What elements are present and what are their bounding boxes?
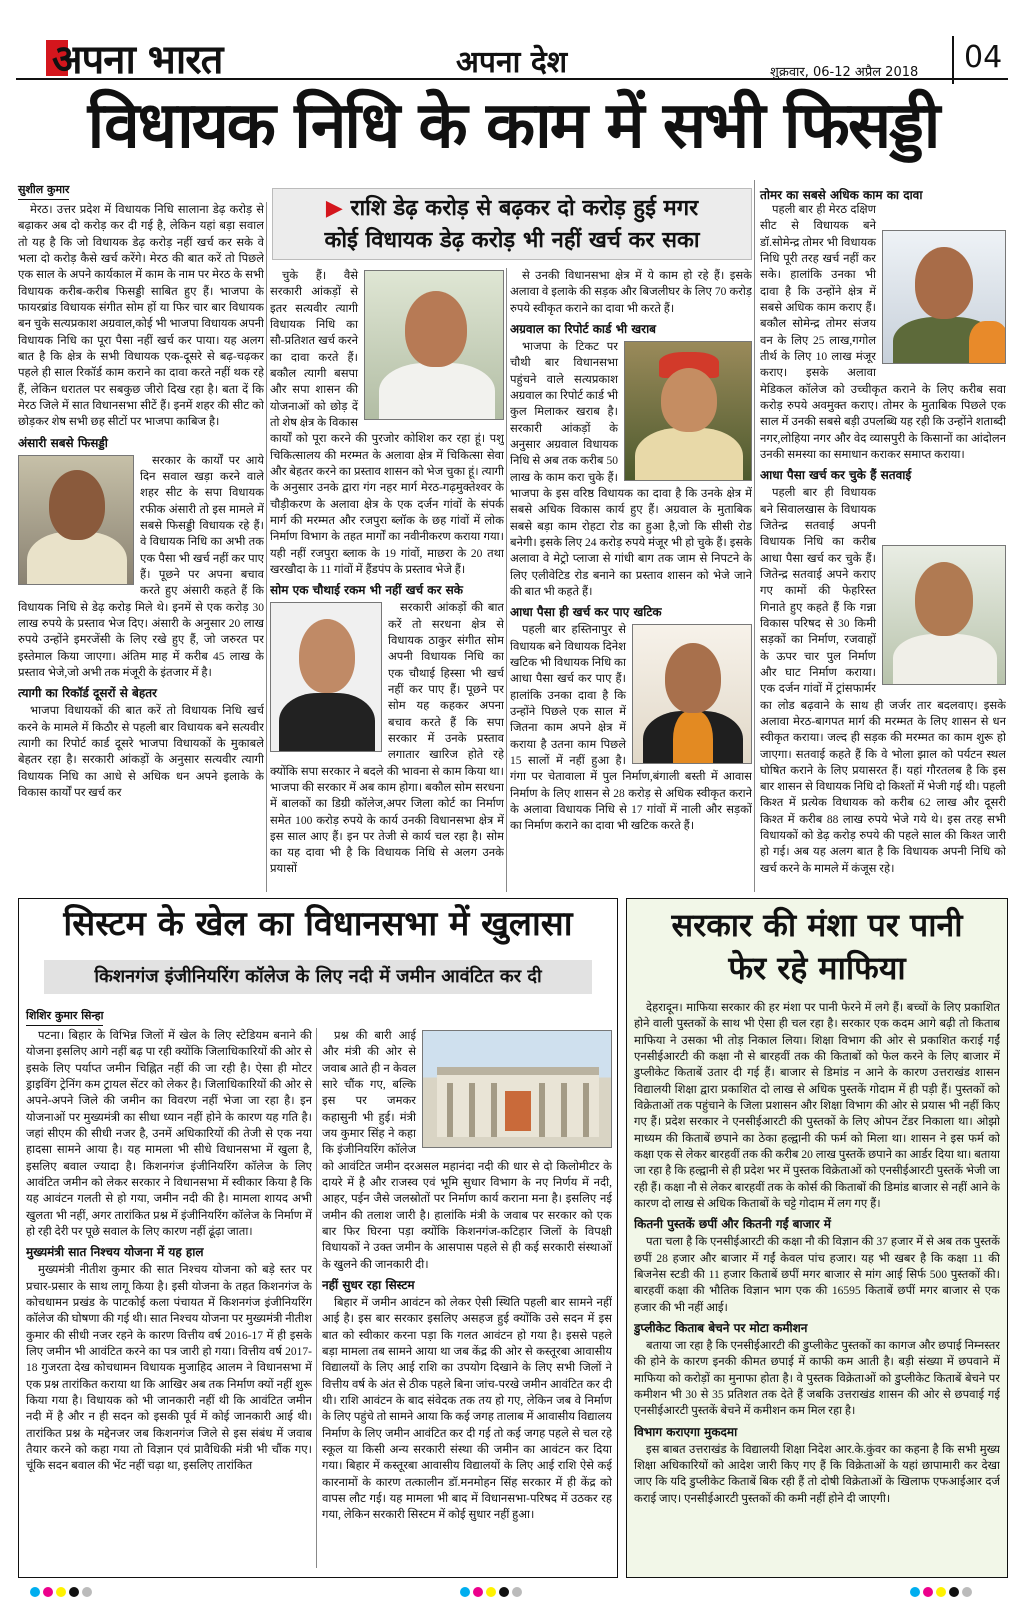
subheading: आधा पैसा ही खर्च कर पाए खटिक	[510, 605, 662, 620]
paragraph: पहली बार ही विधायक बने सिवालखास के विधायक जितेन्द्र सतवाई अपनी विधायक निधि का करीब आधा पैसा खर्च कर चुके हैं। जितेन्द्र सतवाई अपने कराए गए कामों की फेहरिस्त गिनाते हुए कहते हैं कि गन्ना विकास परिषद से 30 किमी सड़कों का निर्माण, रजवाहों के ऊपर चार पुल निर्माण और घाट निर्माण कराया। एक दर्जन गांवों में ट्रांसफार्मर का लोड बढ़वाने के साथ ही जर्जर तार बदलवाए। इसके अलावा मेरठ-बागपत मार्ग की मरम्मत के लिए शासन से धन स्वीकृत कराया। जल्द ही सड़क की मरम्मत का काम शुरू हो जाएगा। सतवाई कहते हैं कि वे भोला झाल को पर्यटन स्थल घोषित कराने के लिए प्रयासरत हैं। यहां गौरतलब है कि इस बार शासन से विधायक निधि दो किश्तों में भेजी गई थी। पहली किश्त में प्रत्येक विधायक को करीब 62 लाख और दूसरी किश्त में करीब 88 लाख रुपये भेजे गये थे। इस तरह सभी विधायकों को डेढ़ करोड़ रुपये की पहले साल की किश्त जारी हो गई। अब यह अलग बात है कि विधायक अपनी निधि को खर्च करने के मामले में कंजूस रहे।	[760, 487, 1006, 875]
paragraph: मुख्यमंत्री नीतीश कुमार की सात निश्चय योजना को बड़े स्तर पर प्रचार-प्रसार के साथ लागू किया है। इसी योजना के तहत किशनगंज के कोचधामन प्रखंड के पाटकोई कला पंचायत में किशनगंज इंजीनियरिंग कॉलेज की घोषणा की गई थी। सात निश्चय योजना पर मुख्यमंत्री नीतीश कुमार की सीधी नजर रहने के कारण वित्तीय वर्ष 2016-17 में ही इसके लिए जमीन भी आवंटित करने का पत्र जारी हो गया। वित्तीय वर्ष 2017-18 गुजरता देख कोचधामन विधायक मुजाहिद आलम ने विधानसभा में एक प्रश्न तारांकित कराया था कि आखिर अब तक निर्माण क्यों नहीं शुरू किया गया है। विधायक को भी जानकारी नहीं थी कि आवंटित जमीन नदी में है और न ही सदन को इसकी पूर्व में कोई जानकारी आई थी। तारांकित प्रश्न के मद्देनजर जब किशनगंज जिले से इस संबंध में जवाब तैयार करने को कहा गया तो विज्ञान एवं प्रावैधिकी मंत्री भी चौंक गए। चूंकि सदन बवाल की भेंट नहीं चढ़ा था, इसलिए तारांकित	[26, 1264, 312, 1473]
paragraph: पहली बार हस्तिनापुर से विधायक बने विधायक दिनेश खटिक भी विधायक निधि का आधा पैसा खर्च कर पाए हैं। हालांकि उनका दावा है कि उन्होंने पिछले एक साल में जितना काम अपने क्षेत्र में कराया है उतना काम पिछले 15 सालों में नहीं हुआ है। गंगा पर चेतावाला में पुल निर्माण,बंगाली बस्ती में आवास निर्माण के लिए शासन से 28 करोड़ से अधिक स्वीकृत कराने के अलावा विधायक निधि से 17 गांवों में नाली और सड़कों का निर्माण कराने का दावा भी खटिक करते हैं।	[510, 624, 752, 833]
article-column-3	[510, 268, 752, 892]
photo-satwai	[882, 545, 1006, 685]
deck-line-1-text: राशि डेढ़ करोड़ से बढ़कर दो करोड़ हुई मगर	[350, 196, 699, 221]
paragraph: बिहार में जमीन आवंटन को लेकर ऐसी स्थिति पहली बार सामने नहीं आई है। इस बार सरकार इसलिए असहज हुई क्योंकि उसे सदन में इस बात को स्वीकार करना पड़ा कि गलत आवंटन हो गया है। इससे पहले बड़ा मामला तब सामने आया था जब केंद्र की ओर से कस्तूरबा आवासीय विद्यालयों के लिए आई राशि का उपयोग दिखाने के लिए सभी जिलों ने वित्तीय वर्ष के अंत से ठीक पहले बिना जांच-परखे जमीन आवंटित कर दी थी। राशि आवंटन के बाद संवेदक तक तय हो गए, लेकिन जब वे निर्माण के लिए पहुंचे तो सामने आया कि कई जगह तालाब में आवासीय विद्यालय निर्माण के लिए जमीन आवंटित कर दी गई तो कई जगह पहले से चल रहे स्कूल या किसी अन्य सरकारी संस्था की जमीन का आवंटन कर दिया गया। बिहार में कस्तूरबा आवासीय विद्यालयों के लिए आई राशि ऐसे कई कारनामों के कारण तत्कालीन डॉ.मनमोहन सिंह सरकार में ही केंद्र को वापस लौट गई। यह मामला भी बाद में विधानसभा-परिषद में उठकर रह गया, लेकिन सरकारी सिस्टम में कोई सुधार नहीं हुआ।	[322, 1296, 612, 1522]
subheading: नहीं सुधर रहा सिस्टम	[322, 1277, 415, 1292]
column-rule	[754, 180, 755, 892]
paragraph: प्रश्न की बारी आई और मंत्री की ओर से जवाब आते ही न केवल सारे चौंक गए, बल्कि इस पर जमकर कहासुनी भी हुई। मंत्री जय कुमार सिंह ने कहा कि इंजीनियरिंग कॉलेज को आवंटित जमीन दरअसल महानंदा नदी की धार से दो किलोमीटर के दायरे में है और राजस्व एवं भूमि सुधार विभाग के नए निर्णय में नदी, आहर, पईन जैसे जलस्रोतों पर निर्माण कार्य कराना मना है। इसलिए नई जमीन की तलाश जारी है। हालांकि मंत्री के जवाब पर सरकार को एक बार फिर घिरना पड़ा क्योंकि किशनगंज-कटिहार जिलों के विपक्षी विधायकों ने उक्त जमीन के आसपास पहले से ही कई सरकारी संस्थाओं के खुलने की जानकारी दी।	[322, 1030, 612, 1271]
mafia-headline-line-1: सरकार की मंशा पर पानी	[671, 906, 963, 944]
color-registration-bar	[910, 1582, 975, 1596]
column-rule	[316, 1028, 317, 1568]
logo	[46, 30, 222, 85]
photo-ansari	[18, 455, 134, 585]
masthead	[16, 14, 1008, 83]
byline: सुशील कुमार	[18, 182, 69, 200]
color-registration-bar	[30, 1582, 95, 1596]
bihar-column-1	[26, 1028, 312, 1568]
page-number: 04	[952, 36, 1002, 84]
article-column-4	[760, 202, 1006, 892]
photo-tomar	[882, 230, 1006, 364]
bihar-column-2	[322, 1028, 612, 1568]
paragraph: इस बाबत उत्तराखंड के विद्यालयी शिक्षा निदेश आर.के.कुंवर का कहना है कि सभी मुख्य शिक्षा अधिकारियों को आदेश जारी किए गए हैं कि विक्रेताओं के यहां छापामारी कर देखा जाए कि यदि डुप्लीकेट किताबें बिक रही हैं तो दोषी विक्रेताओं के खिलाफ एफआईआर दर्ज कराई जाए। एनसीईआरटी पुस्तकों की कमी नहीं होने दी जाएगी।	[634, 1443, 1000, 1505]
deck-line-1	[273, 193, 751, 225]
issue-date: शुक्रवार, 06-12 अप्रैल 2018	[770, 65, 919, 80]
mafia-column	[634, 1000, 1000, 1568]
bihar-byline: शिशिर कुमार सिन्हा	[26, 1008, 103, 1026]
paragraph: पता चला है कि एनसीईआरटी की कक्षा नौ की विज्ञान की 37 हजार में से अब तक पुस्तकें छपीं 28 हजार और बाजार में गईं केवल पांच हजार। यह भी खबर है कि कक्षा 11 की बिजनेस स्टडी की 11 हजार किताबें छपीं मगर बाजार से मांग आई सिर्फ 500 पुस्तकों की। बारहवीं कक्षा की भौतिक विज्ञान भाग एक की 16595 किताबें छपीं मगर बाजार से एक हजार की भी नहीं आई।	[634, 1236, 1000, 1314]
paragraph: भाजपा विधायकों की बात करें तो विधायक निधि खर्च करने के मामले में किठौर से पहली बार विधायक बने सत्यवीर त्यागी का रिपोर्ट कार्ड दूसरे भाजपा विधायकों के मुकाबले बेहतर रहा है। सरकारी आंकड़ों के अनुसार सत्यवीर त्यागी विधायक निधि का आधे से अधिक धन अपने इलाके के विकास कार्यों पर खर्च कर	[18, 705, 264, 799]
column-rule	[266, 202, 267, 892]
mafia-headline-line-2: फेर रहे माफिया	[728, 949, 906, 988]
subheading: अंसारी सबसे फिसड्डी	[18, 435, 108, 450]
deck-box	[272, 188, 752, 260]
subheading: अग्रवाल का रिपोर्ट कार्ड भी खराब	[510, 321, 657, 336]
paragraph: सरकार के कार्यों पर आये दिन सवाल खड़ा करने वाले शहर सीट के सपा विधायक रफीक अंसारी तो इस मामले में सबसे फिसड्डी विधायक रहे हैं। वे विधायक निधि का अभी तक एक पैसा भी खर्च नहीं कर पाए हैं। पूछने पर अपना बचाव करते हुए अंसारी कहते हैं कि विधायक निधि से डेढ़ करोड़ मिले थे। इनमें से एक करोड़ 30 लाख रुपये के प्रस्ताव भेज दिए। अंसारी के अनुसार 20 लाख रुपये उन्होंने इमरजेंसी के लिए रखे हुए हैं, जो जरुरत पर इस्तेमाल किया जाएगा। अंतिम माह में करीब 45 लाख के प्रस्ताव भेजे,जो अभी तक मंजूरी के इंतजार में है।	[18, 454, 264, 679]
paragraph: बताया जा रहा है कि एनसीईआरटी की डुप्लीकेट पुस्तकों का कागज और छपाई निम्नस्तर की होने के कारण इनकी कीमत छपाई में काफी कम आती है। बड़ी संख्या में छपवाने में माफिया को करोड़ों का मुनाफा होता है। वे पुस्तक विक्रेताओं को डुप्लीकेट किताबें बेचने पर कमीशन भी 30 से 35 प्रतिशत तक देते हैं जबकि उत्तराखंड शासन की ओर से छपवाई गई एनसीईआरटी पुस्तकें बेचने में कमीशन कम मिल रहा है।	[634, 1339, 1000, 1418]
article-column-1	[18, 202, 264, 892]
triangle-icon: ▶	[325, 196, 351, 221]
paragraph: देहरादून। माफिया सरकार की हर मंशा पर पानी फेरने में लगे हैं। बच्चों के लिए प्रकाशित होने वाली पुस्तकों के साथ भी ऐसा ही चल रहा है। सरकार एक कदम आगे बढ़ी तो किताब माफिया ने उसका भी तोड़ निकाल लिया। शिक्षा विभाग की ओर से प्रकाशित कराई गईं एनसीईआरटी की कक्षा नौ से बारहवीं तक की किताबों को फेल करने के लिए बाजार में डुप्लीकेट किताबें उतार दी गई हैं। बाजार से डिमांड न आने के कारण उत्तराखंड शासन विद्यालयी शिक्षा द्वारा प्रकाशित दो लाख से अधिक पुस्तकें गोदाम में ही पड़ी हैं। पुस्तकों को विक्रेताओं तक पहुंचाने के जिला प्रशासन और शिक्षा विभाग की ओर से प्रयास भी नहीं किए गए हैं। प्रदेश सरकार ने एनसीईआरटी की पुस्तकों के लिए ओपन टेंडर निकाला था। ओझो माध्यम की किताबें छपाने का ठेका हल्द्वानी की फर्म को मिला था। शासन ने इस फर्म को कक्षा एक से लेकर बारहवीं तक की करीब 20 लाख पुस्तकें छपाने का आर्डर दिया था। बताया जा रहा है कि हल्द्वानी से ही प्रदेश भर में पुस्तक विक्रेताओं को एनसीईआरटी पुस्तकें भेजी जा रही हैं। कक्षा नौ से लेकर बारहवीं तक के कोर्स की किताबों की डिमांड बाजार से नहीं आने के कारण दो लाख से अधिक किताबों के चट्टे गोदाम में लग गए हैं।	[634, 1002, 1000, 1210]
subheading: डुप्लीकेट किताब बेचने पर मोटा कमीशन	[634, 1320, 808, 1335]
paragraph: से उनकी विधानसभा क्षेत्र में ये काम हो रहे हैं। इसके अलावा वे इलाके की सड़क और बिजलीघर के लिए 70 करोड़ रुपये स्वीकृत कराने का दावा भी करते हैं।	[510, 270, 752, 315]
paragraph: पहली बार ही मेरठ दक्षिण सीट से विधायक बने डॉ.सोमेन्द्र तोमर भी विधायक निधि पूरी तरह खर्च नहीं कर सके। हालांकि उनका भी दावा है कि उन्होंने क्षेत्र में सबसे अधिक काम कराए हैं। बकौल सोमेन्द्र तोमर संजय वन के लिए 25 लाख,गगोल तीर्थ के लिए 10 लाख मंजूर कराए। इसके अलावा मेडिकल कॉलेज को उच्चीकृत कराने के लिए करीब सवा करोड़ रुपये अवमुक्त कराए। तोमर के मुताबिक पिछले एक साल में उनकी सबसे बड़ी उपलब्धि यह रही कि उन्होंने शताब्दी नगर,लोहिया नगर और वेद व्यासपुरी के किसानों का आंदोलन उनकी समस्या का समाधान कराकर समाप्त कराया।	[760, 204, 1006, 461]
bihar-headline: सिस्टम के खेल का विधानसभा में खुलासा	[63, 904, 573, 944]
column-rule	[506, 268, 507, 892]
subheading: आधा पैसा खर्च कर चुके हैं सतवाई	[760, 468, 912, 483]
color-registration-bar	[460, 1582, 525, 1596]
paragraph: चुके हैं। वैसे सरकारी आंकड़ों से इतर सत्यवीर त्यागी विधायक निधि का सौ-प्रतिशत खर्च करने का दावा करते हैं। बकौल त्यागी बसपा और सपा शासन की योजनाओं को छोड़ दें तो शेष क्षेत्र के विकास कार्यों को पूरा करने की पुरजोर कोशिश कर रहा हूं। पशु चिकित्सालय की मरम्मत के अलावा क्षेत्र में चिकित्सा सेवा और बेहतर करने का प्रस्ताव शासन को भेज चुका हूं। त्यागी के अनुसार उनके द्वारा गंग नहर मार्ग मेरठ-गढ़मुक्तेश्वर के चौड़ीकरण के अलावा क्षेत्र के एक दर्जन गांवों के संपर्क मार्ग की मरम्मत और रजपुरा ब्लॉक के छह गांवों में लोक निर्माण विभाग के तहत मार्गों का नवीनीकरण कराया गया। यही नहीं रजपुरा ब्लाक के 19 गांवों, माछरा के 20 तथा खरखौदा के 11 गांवों में हैंडपंप के प्रस्ताव भेजे हैं।	[270, 270, 504, 576]
subheading: तोमर का सबसे अधिक काम का दावा	[760, 188, 923, 202]
deck-line-2: कोई विधायक डेढ़ करोड़ भी नहीं खर्च कर सका	[324, 227, 700, 253]
subheading: विभाग कराएगा मुकदमा	[634, 1424, 738, 1439]
mafia-headline	[632, 904, 1002, 990]
main-headline: विधायक निधि के काम में सभी फिसड्डी	[87, 89, 939, 163]
section-title: अपना देश	[456, 45, 568, 80]
paragraph: भाजपा के टिकट पर चौथी बार विधानसभा पहुंचने वाले सत्यप्रकाश अग्रवाल का रिपोर्ट कार्ड भी कुल मिलाकर खराब है। सरकारी आंकड़ों के अनुसार अग्रवाल विधायक निधि से अब तक करीब 50 लाख के काम करा चुके हैं। भाजपा के इस वरिष्ठ विधायक का दावा है कि उनके क्षेत्र में सबसे अधिक विकास कार्य हुए हैं। अग्रवाल के मुताबिक सबसे बड़ा काम रोहटा रोड का हुआ है,जो कि सीसी रोड बनेगी। इसके लिए 24 करोड़ रुपये मंजूर भी हो चुके हैं। इसके अलावा वे मेट्रो प्लाजा से गांधी बाग तक जाम से निपटने के लिए एलीवेटिड रोड बनाने का प्रस्ताव शासन को भेजे जाने की बात भी कहते हैं।	[510, 340, 752, 598]
subheading: मुख्यमंत्री सात निश्चय योजना में यह हाल	[26, 1245, 204, 1260]
subheading: त्यागी का रिकॉर्ड दूसरों से बेहतर	[18, 686, 157, 701]
article-column-2	[270, 268, 504, 892]
photo-assembly-building	[422, 1030, 612, 1148]
subheading: कितनी पुस्तकें छपीं और कितनी गईं बाजार में	[634, 1217, 831, 1232]
paragraph: मेरठ। उत्तर प्रदेश में विधायक निधि सालाना डेढ़ करोड़ से बढ़ाकर अब दो करोड़ कर दी गई है, लेकिन यहां बड़ा सवाल तो यह है कि जो विधायक डेढ़ करोड़ नहीं खर्च कर सके वे भला दो करोड़ कैसे खर्च करेंगे। मेरठ की बात करें तो पिछले एक साल के अपने कार्यकाल में काम के नाम पर मेरठ के सभी विधायक करीब-करीब फिसड्डी साबित हुए हैं। भाजपा के फायरब्रांड विधायक संगीत सोम हों या फिर चार बार विधायक बन चुके सत्यप्रकाश अग्रवाल,कोई भी भाजपा विधायक अपनी विधायक निधि का पूरा पैसा नहीं खर्च कर पाया। यह अलग बात है कि क्षेत्र के सभी विधायक एक-दूसरे से बढ़-चढ़कर पहले ही साल रिकॉर्ड काम कराने का दावा करते नहीं थक रहे हैं, लेकिन धरातल पर सबकुछ जीरो दिख रहा है। बता दें कि मेरठ जिले में सात विधानसभा सीटें हैं। इनमें शहर की सीट को छोड़कर शेष सभी छह सीटों पर भाजपा काबिज है।	[18, 204, 264, 429]
photo-agarwal	[624, 341, 752, 481]
photo-som	[270, 602, 382, 752]
paragraph: पटना। बिहार के विभिन्न जिलों में खेल के लिए स्टेडियम बनाने की योजना इसलिए आगे नहीं बढ़ पा रही क्योंकि जिलाधिकारियों की ओर से इसके लिए पर्याप्त जमीन चिह्नित नहीं की जा रही है। ऐसा ही मोटर ड्राइविंग ट्रेनिंग कम ट्रायल सेंटर को लेकर है। जिलाधिकारियों की ओर से अपने-अपने जिले की जमीन का विवरण नहीं भेजा जा रहा है। इन योजनाओं पर मुख्यमंत्री का सीधा ध्यान नहीं होने के कारण यह गति है। जहां सीएम की सीधी नजर है, उनमें अधिकारियों की तेजी से एक नया हादसा सामने आया है। यह मामला भी सीधे विधानसभा में खुला है, इसलिए बवाल ज्यादा है। किशनगंज इंजीनियरिंग कॉलेज के लिए आवंटित जमीन को लेकर सरकार ने विधानसभा में स्वीकार किया है कि यह आवंटन गलती से हो गया, जमीन नदी की है। मामला शायद अभी खुलता भी नहीं, अगर तारांकित प्रश्न में इंजीनियरिंग कॉलेज के निर्माण में हो रही देरी पर पूछे सवाल के लिए कारण नहीं ढूंढ़ा जाता।	[26, 1030, 312, 1238]
photo-tyagi	[364, 270, 504, 420]
subheading: सोम एक चौथाई रकम भी नहीं खर्च कर सके	[270, 583, 463, 598]
photo-khatik	[632, 624, 752, 764]
logo-text: अपना भारत	[52, 37, 223, 83]
paragraph: सरकारी आंकड़ों की बात करें तो सरधना क्षेत्र से विधायक ठाकुर संगीत सोम अपनी विधायक निधि का एक चौथाई हिस्सा भी खर्च नहीं कर पाए हैं। पूछने पर सोम यह कहकर अपना बचाव करते हैं कि सपा सरकार में उनके प्रस्ताव लगातार खारिज होते रहे क्योंकि सपा सरकार ने बदले की भावना से काम किया था। भाजपा की सरकार में अब काम होगा। बकौल सोम सरधना में बालकों का डिग्री कॉलेज,अपर जिला कोर्ट का निर्माण समेत 100 करोड़ रुपये के कार्य उनकी विधानसभा क्षेत्र में इस साल आए हैं। इन पर तेजी से कार्य चल रहा है। सोम का यह दावा भी है कि विधायक निधि से अलग उनके प्रयासों	[270, 602, 504, 876]
bihar-deck: किशनगंज इंजीनियरिंग कॉलेज के लिए नदी में जमीन आवंटित कर दी	[44, 960, 592, 994]
